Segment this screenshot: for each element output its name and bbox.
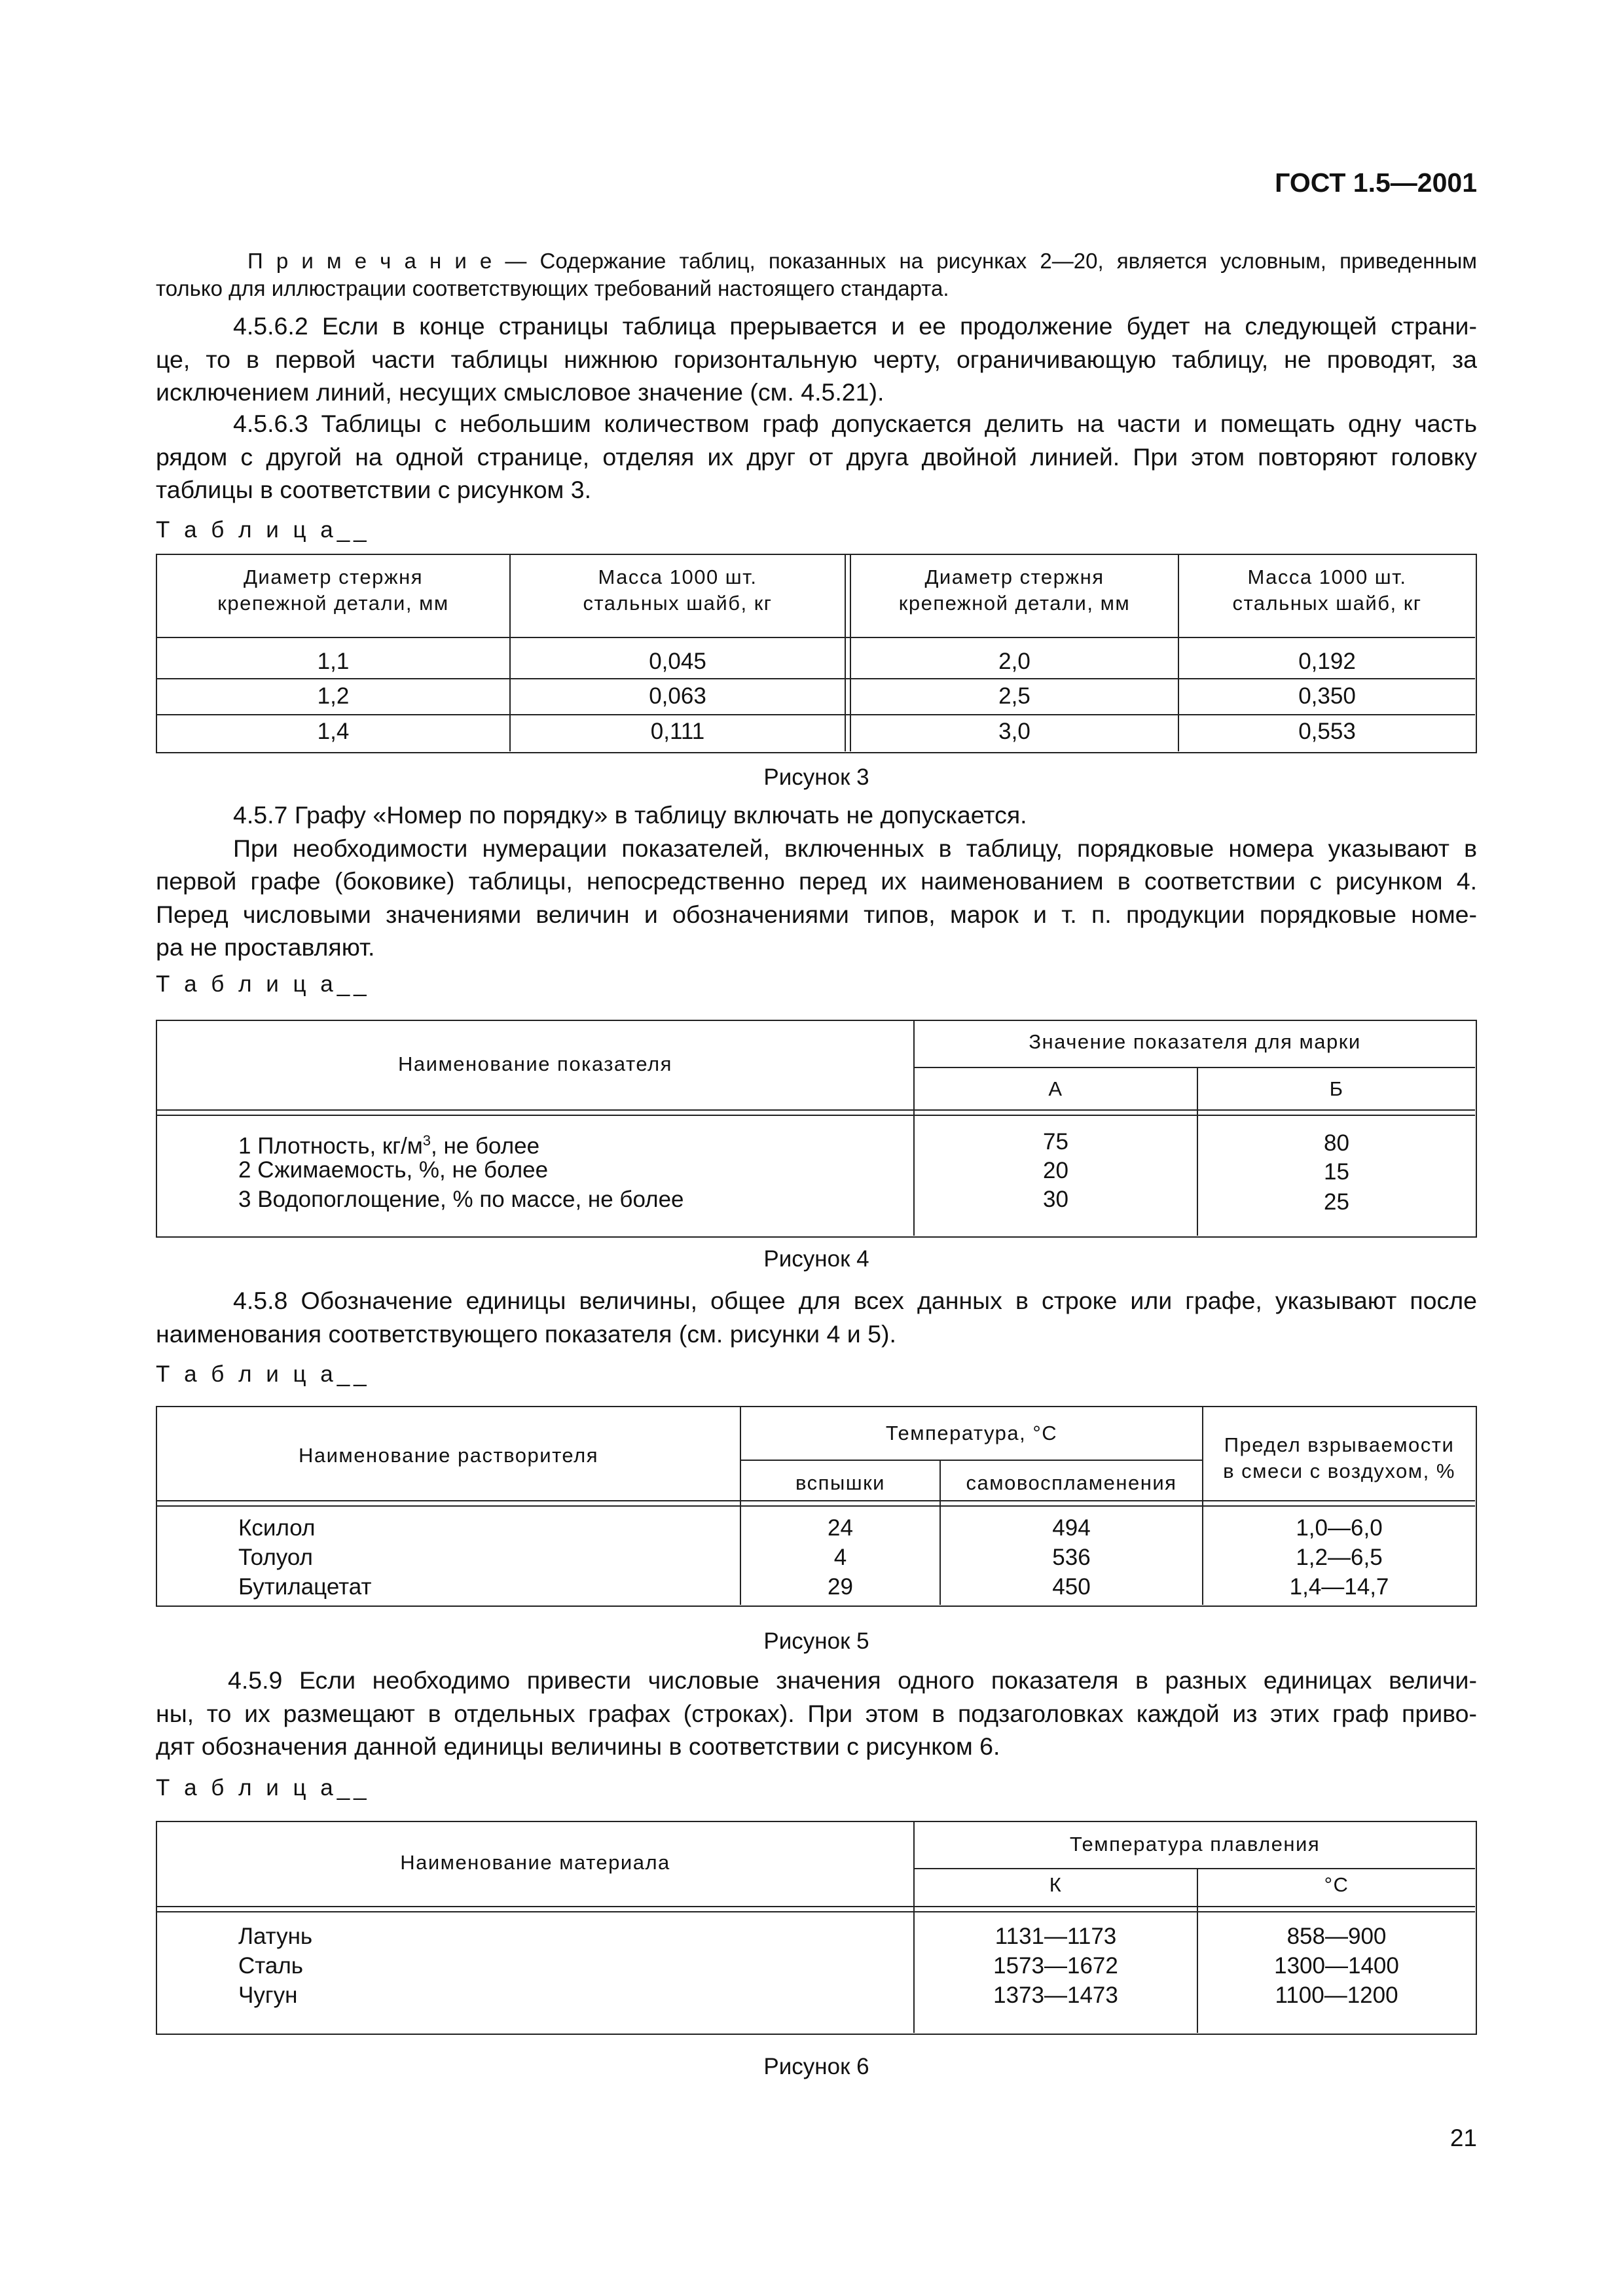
table-cell: 1573—1672 bbox=[993, 1953, 1118, 1979]
header-kelvin: К bbox=[1049, 1873, 1063, 1896]
table-cell: 24 bbox=[828, 1515, 853, 1541]
table-label: Т а б л и ц а__ bbox=[156, 971, 371, 997]
indicator-name: 1 Плотность, кг/м bbox=[238, 1133, 423, 1159]
table-cell: 29 bbox=[828, 1574, 853, 1600]
paragraph-line: дят обозначения данной единицы величины в соответствии с рисунком 6. bbox=[156, 1732, 1000, 1760]
note-line-1 bbox=[156, 247, 1477, 275]
table-cell: 15 bbox=[1324, 1159, 1349, 1185]
table-cell: 0,111 bbox=[650, 719, 705, 744]
paragraph-4-5-7 bbox=[156, 798, 1477, 964]
table-cell: 1300—1400 bbox=[1274, 1953, 1399, 1979]
paragraph-line: наименования соответствующего показателя (см. рисунки 4 и 5). bbox=[156, 1319, 896, 1348]
header-text: крепежной детали, мм bbox=[217, 592, 449, 615]
paragraph-line: таблицы в соответствии с рисунком 3. bbox=[156, 476, 592, 503]
header-rod-diameter-2 bbox=[851, 564, 1178, 617]
header-text: Диаметр стержня bbox=[243, 565, 424, 588]
header-explosive-limit bbox=[1203, 1432, 1475, 1484]
paragraph-4-5-6-2 bbox=[156, 310, 1477, 409]
table-label: Т а б л и ц а__ bbox=[156, 517, 371, 543]
table-cell: 494 bbox=[1052, 1515, 1091, 1541]
paragraph-line: ра не проставляют. bbox=[156, 933, 375, 961]
table-cell: Сталь bbox=[238, 1953, 304, 1979]
table-cell: 0,045 bbox=[649, 649, 706, 674]
table-cell: 1,4 bbox=[317, 719, 350, 744]
header-celsius: °С bbox=[1324, 1873, 1349, 1896]
paragraph-4-5-8 bbox=[156, 1284, 1477, 1350]
table-cell: 75 bbox=[1043, 1129, 1068, 1155]
figure-5-caption: Рисунок 5 bbox=[763, 1628, 869, 1654]
figure-4-table bbox=[156, 1020, 1477, 1238]
paragraph-line: 4.5.8 Обозначение единицы величины, общее для всех данных в строке или графе, указывают после bbox=[233, 1287, 1477, 1314]
table-cell: 4 bbox=[833, 1545, 847, 1570]
table-cell: Толуол bbox=[238, 1545, 313, 1570]
paragraph-line: ны, то их размещают в отдельных графах (строках). При этом в подзаголовках каждой из этих граф приво- bbox=[156, 1699, 1477, 1727]
table-cell: Чугун bbox=[238, 1982, 298, 2008]
header-text: Масса 1000 шт. bbox=[1247, 565, 1407, 588]
figure-6-caption: Рисунок 6 bbox=[763, 2054, 869, 2079]
paragraph-4-5-9 bbox=[156, 1664, 1477, 1763]
table-cell: Латунь bbox=[238, 1924, 313, 1949]
paragraph-4-5-6-3 bbox=[156, 407, 1477, 507]
paragraph-line: первой графе (боковике) таблицы, непосредственно перед их наименованием в соответствии с рисунком 4. bbox=[156, 867, 1477, 895]
header-washer-mass-1 bbox=[511, 564, 845, 617]
table-cell: 1,2—6,5 bbox=[1296, 1545, 1383, 1570]
table-cell: 1,0—6,0 bbox=[1296, 1515, 1383, 1541]
table-cell: 2,5 bbox=[998, 683, 1030, 709]
header-grade-b: Б bbox=[1329, 1077, 1344, 1100]
table-cell: Бутилацетат bbox=[238, 1574, 372, 1600]
table-cell: 25 bbox=[1324, 1189, 1349, 1215]
header-rod-diameter-1 bbox=[157, 564, 509, 617]
header-text: Диаметр стержня bbox=[924, 565, 1104, 588]
table-cell: 3 Водопоглощение, % по массе, не более bbox=[238, 1187, 684, 1212]
paragraph-line: Перед числовыми значениями величин и обозначениями типов, марок и т. п. продукции порядковые номе- bbox=[156, 900, 1477, 928]
paragraph-line: це, то в первой части таблицы нижнюю горизонтальную черту, ограничивающую таблицу, не проводят, за bbox=[156, 345, 1477, 373]
header-text: стальных шайб, кг bbox=[583, 592, 773, 615]
note-paragraph bbox=[156, 247, 1477, 302]
table-cell: 20 bbox=[1043, 1158, 1068, 1183]
table-cell: 1131—1173 bbox=[994, 1924, 1117, 1949]
header-melting-temperature: Температура плавления bbox=[1069, 1833, 1321, 1856]
table-cell: 450 bbox=[1052, 1574, 1091, 1600]
table-cell: 1373—1473 bbox=[993, 1982, 1118, 2008]
document-page bbox=[156, 0, 1477, 2296]
superscript: 3 bbox=[422, 1132, 431, 1149]
figure-3-caption: Рисунок 3 bbox=[763, 764, 869, 790]
table-cell: 536 bbox=[1052, 1545, 1091, 1570]
paragraph-line: 4.5.6.2 Если в конце страницы таблица прерывается и ее продолжение будет на следующей страни- bbox=[233, 312, 1477, 340]
table-cell: 30 bbox=[1043, 1187, 1068, 1212]
standard-designation: ГОСТ 1.5—2001 bbox=[1275, 168, 1477, 198]
header-text: стальных шайб, кг bbox=[1232, 592, 1422, 615]
header-text: крепежной детали, мм bbox=[898, 592, 1131, 615]
paragraph-line: При необходимости нумерации показателей, включенных в таблицу, порядковые номера указывают в bbox=[233, 834, 1477, 862]
table-cell: 80 bbox=[1324, 1130, 1349, 1156]
table-cell: Ксилол bbox=[238, 1515, 316, 1541]
header-autoignition: самовоспламенения bbox=[966, 1471, 1177, 1494]
table-cell: 2 Сжимаемость, %, не более bbox=[238, 1157, 549, 1183]
table-label: Т а б л и ц а__ bbox=[156, 1361, 371, 1387]
note-line-2: только для иллюстрации соответствующих требований настоящего стандарта. bbox=[156, 276, 949, 300]
table-cell: 3,0 bbox=[998, 719, 1030, 744]
table-cell: 1100—1200 bbox=[1275, 1982, 1398, 2008]
indicator-name-suffix: , не более bbox=[431, 1133, 540, 1159]
header-solvent-name: Наименование растворителя bbox=[298, 1444, 599, 1467]
paragraph-line: исключением линий, несущих смысловое значение (см. 4.5.21). bbox=[156, 378, 884, 406]
table-cell: 0,192 bbox=[1298, 649, 1356, 674]
paragraph-line: 4.5.6.3 Таблицы с небольшим количеством граф допускается делить на части и помещать одну часть bbox=[233, 410, 1477, 437]
figure-3-table bbox=[156, 554, 1477, 753]
header-indicator-name: Наименование показателя bbox=[398, 1052, 672, 1075]
header-grade-a: А bbox=[1048, 1077, 1063, 1100]
table-cell: 2,0 bbox=[998, 649, 1030, 674]
figure-5-table bbox=[156, 1406, 1477, 1607]
table-label: Т а б л и ц а__ bbox=[156, 1775, 371, 1801]
figure-4-caption: Рисунок 4 bbox=[763, 1246, 869, 1272]
header-washer-mass-2 bbox=[1179, 564, 1475, 617]
paragraph-line: 4.5.9 Если необходимо привести числовые значения одного показателя в разных единицах величи- bbox=[228, 1666, 1477, 1694]
table-cell: 1,4—14,7 bbox=[1289, 1574, 1389, 1600]
table-cell: 858—900 bbox=[1286, 1924, 1387, 1949]
header-grade-value: Значение показателя для марки bbox=[1029, 1030, 1361, 1053]
paragraph-line: 4.5.7 Графу «Номер по порядку» в таблицу включать не допускается. bbox=[233, 801, 1027, 829]
header-text: Предел взрываемости bbox=[1224, 1433, 1455, 1456]
figure-6-table bbox=[156, 1821, 1477, 2035]
table-cell: 1,2 bbox=[317, 683, 350, 709]
header-text: Масса 1000 шт. bbox=[598, 565, 757, 588]
note-lead: П р и м е ч а н и е bbox=[247, 249, 492, 273]
header-material-name: Наименование материала bbox=[400, 1851, 670, 1874]
paragraph-line: рядом с другой на одной странице, отделяя их друг от друга двойной линией. При этом повторяют головку bbox=[156, 442, 1477, 471]
header-temperature: Температура, °С bbox=[885, 1422, 1058, 1444]
table-cell: 0,063 bbox=[649, 683, 706, 709]
table-cell: 1,1 bbox=[317, 649, 350, 674]
table-cell: 0,553 bbox=[1298, 719, 1356, 744]
header-text: в смеси с воздухом, % bbox=[1223, 1460, 1455, 1482]
table-cell: 0,350 bbox=[1298, 683, 1356, 709]
page-number: 21 bbox=[1450, 2125, 1477, 2151]
note-text-1: — Содержание таблиц, показанных на рисунках 2—20, является условным, приведенным bbox=[492, 249, 1477, 273]
header-flash-point: вспышки bbox=[795, 1471, 885, 1494]
